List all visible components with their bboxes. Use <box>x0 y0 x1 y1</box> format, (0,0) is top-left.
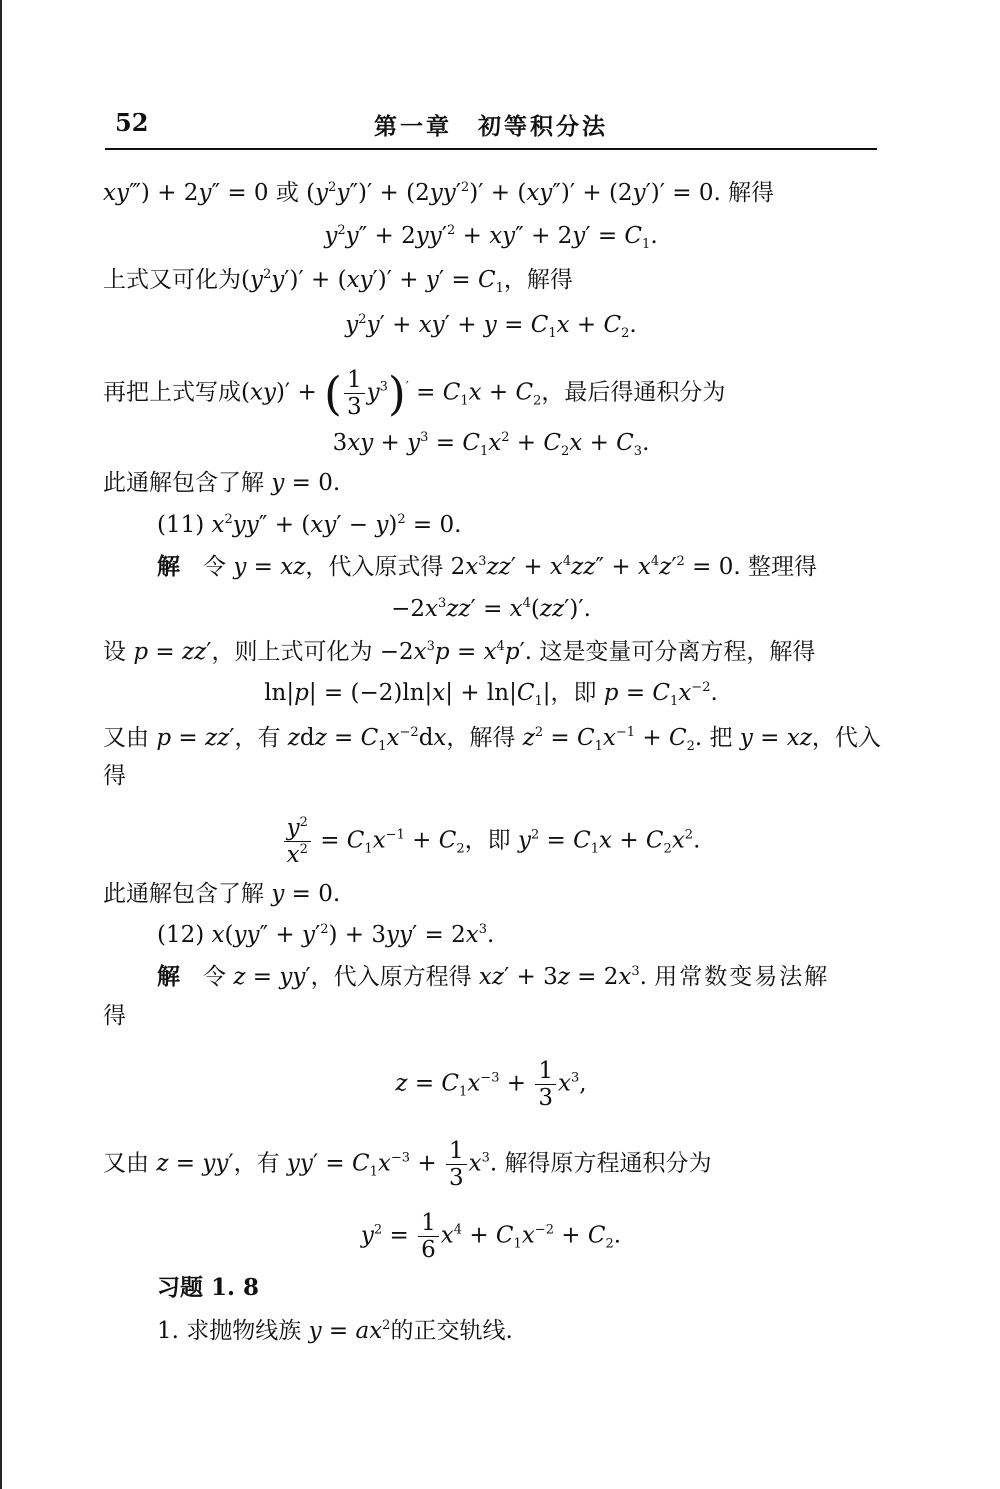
fraction-one-third-3: $\frac{1}{3}$ <box>446 1138 467 1191</box>
text-baohan-1: 此通解包含了解 <box>103 470 264 496</box>
exercise-1: 1. 求抛物线族 $y = ax^2$的正交轨线. <box>157 1318 513 1344</box>
text-zai-ba: 再把上式写成 <box>103 379 241 406</box>
text-ji-2: ，即 <box>464 827 511 854</box>
text-she: 设 <box>103 639 126 665</box>
solution-11-line: 解 令 y = xz，代入原式得 $2x^3zz' + x^4zz'' + x^4z'^2 = 0$. 整理得 <box>157 553 817 580</box>
equation-7: $z = C_1x^{-3}$ + $\frac{1}{3}$ $x^3$, <box>395 1058 587 1111</box>
text-de-2: 得 <box>103 1003 126 1029</box>
text-jiede-comma-2: ，解得 <box>446 725 516 751</box>
text-zhengli: 整理得 <box>747 554 817 580</box>
line-7 <box>103 761 126 791</box>
text-ze-hua: ，则上式可化为 <box>211 639 373 665</box>
solution-12-line: 解 令 z = yy′，代入原方程得 $xz' + 3z = 2x^3$. 用常数变易法解 <box>157 963 830 990</box>
text-zuihou: ，最后得通积分为 <box>541 379 726 406</box>
solution-label-11: 解 <box>157 553 180 580</box>
fraction-y2-over-x2: $\frac{y^2}{x^2}$ <box>284 815 311 868</box>
exercise-1-number: 1. <box>157 1318 179 1344</box>
text-you-you-1: 又由 <box>103 725 149 751</box>
text-jiede-yuan: 解得原方程通积分为 <box>504 1150 712 1177</box>
equation-8: $y^2$ = $\frac{1}{6}$ $x^4 + C_1x^{-2} + C_2$. <box>360 1210 622 1263</box>
text-bianliang: 这是变量可分离方程，解得 <box>539 639 816 665</box>
text-you-1: ，有 <box>234 725 281 751</box>
equation-2: $y^2y' + xy' + y = C_1x + C_2$. <box>345 312 637 341</box>
equation-3: $3xy + y^3 = C_1x^2 + C_2x + C_3$. <box>332 430 650 459</box>
line-4: 此通解包含了解 y = 0. <box>103 470 341 496</box>
text-baohan-2: 此通解包含了解 <box>103 881 264 907</box>
problem-12: (12) $x(yy'' + y'^2) + 3yy' = 2x^3$. <box>157 922 495 948</box>
line-6: 又由 p = zz′，有 zdz = $C_1x^{-2}dx$，解得 $z^2 = C_1x^{-1} + C_2$. 把 y = xz，代入 <box>103 725 881 754</box>
equation-6: $\frac{y^2}{x^2}$ = $C_1x^{-1} + C_2$，即 $y^2 = C_1x + C_2x^2$. <box>105 815 877 868</box>
text-dairu: ，代入原式得 <box>305 554 444 580</box>
text-dairu2-1: ，代入 <box>811 725 881 751</box>
fraction-one-third: $\frac{1}{3}$ <box>344 367 365 420</box>
text-changshu: 用常数变易法解 <box>654 964 830 990</box>
line-10: 又由 z = yy′，有 $yy' = C_1x^{-3}$ + $\frac{1}{3}$ $x^3$. 解得原方程通积分为 <box>103 1138 712 1191</box>
fraction-one-sixth: $\frac{1}{6}$ <box>418 1210 439 1263</box>
page-number: 52 <box>115 108 149 137</box>
equation-1: $y^2y'' + 2yy'^2 + xy'' + 2y' = C_1$. <box>324 223 658 252</box>
text-ling-2: 令 <box>203 964 226 990</box>
chapter-title: 第一章 初等积分法 <box>374 113 608 140</box>
text-dairu-yuan: ，代入原方程得 <box>310 964 472 990</box>
line-5: 设 p = zz′，则上式可化为 $-2x^3p = x^4p'$. 这是变量可分离方程，解得 <box>103 639 816 665</box>
text-you-2: ，有 <box>233 1150 280 1177</box>
exercise-title: 习题 1. 8 <box>157 1274 260 1301</box>
text-ling-1: 令 <box>203 554 226 580</box>
text-shang-hua: 上式又可化为 <box>103 267 241 293</box>
solution-label-12: 解 <box>157 963 180 990</box>
text-de-1: 得 <box>103 763 126 789</box>
line-9 <box>103 1001 126 1031</box>
text-jiede-comma: ，解得 <box>503 267 573 293</box>
line-2: 上式又可化为$(y^2y')' + (xy')' + y' = C_1$，解得 <box>103 267 573 296</box>
problem-11-number: (11) <box>157 512 205 538</box>
problem-12-number: (12) <box>157 922 205 948</box>
problem-11: (11) $x^2yy'' + (xy' - y)^2 = 0$. <box>157 512 462 538</box>
line-1: xy‴) + 2y″ = 0 或 $(y^2y'')' + (2yy'^2)' + (xy'')' + (2y')' = 0$. 解得 <box>103 180 775 206</box>
text-ji-1: ，即 <box>550 680 597 706</box>
exercise-heading <box>157 1273 259 1303</box>
exercise-1-text-b: 的正交轨线. <box>390 1318 513 1344</box>
fraction-one-third-2: $\frac{1}{3}$ <box>535 1058 556 1111</box>
line-8: 此通解包含了解 y = 0. <box>103 881 341 907</box>
equation-4: $-2x^3zz' = x^4(zz')'$. <box>391 596 591 622</box>
page-header <box>105 108 877 150</box>
exercise-1-text-a: 求抛物线族 <box>186 1318 302 1344</box>
text-you-you-2: 又由 <box>103 1150 149 1177</box>
text-ba: 把 <box>709 725 733 751</box>
equation-5: $\ln|p| = (-2)\ln|x| + \ln|C_1|$，即 $p = C_1x^{-2}$. <box>264 680 718 709</box>
text-jiede: 解得 <box>728 180 775 206</box>
line-3: 再把上式写成(xy)′ + ( $\frac{1}{3}$ $y^3)' = C_1x + C_2$，最后得通积分为 <box>103 366 726 421</box>
